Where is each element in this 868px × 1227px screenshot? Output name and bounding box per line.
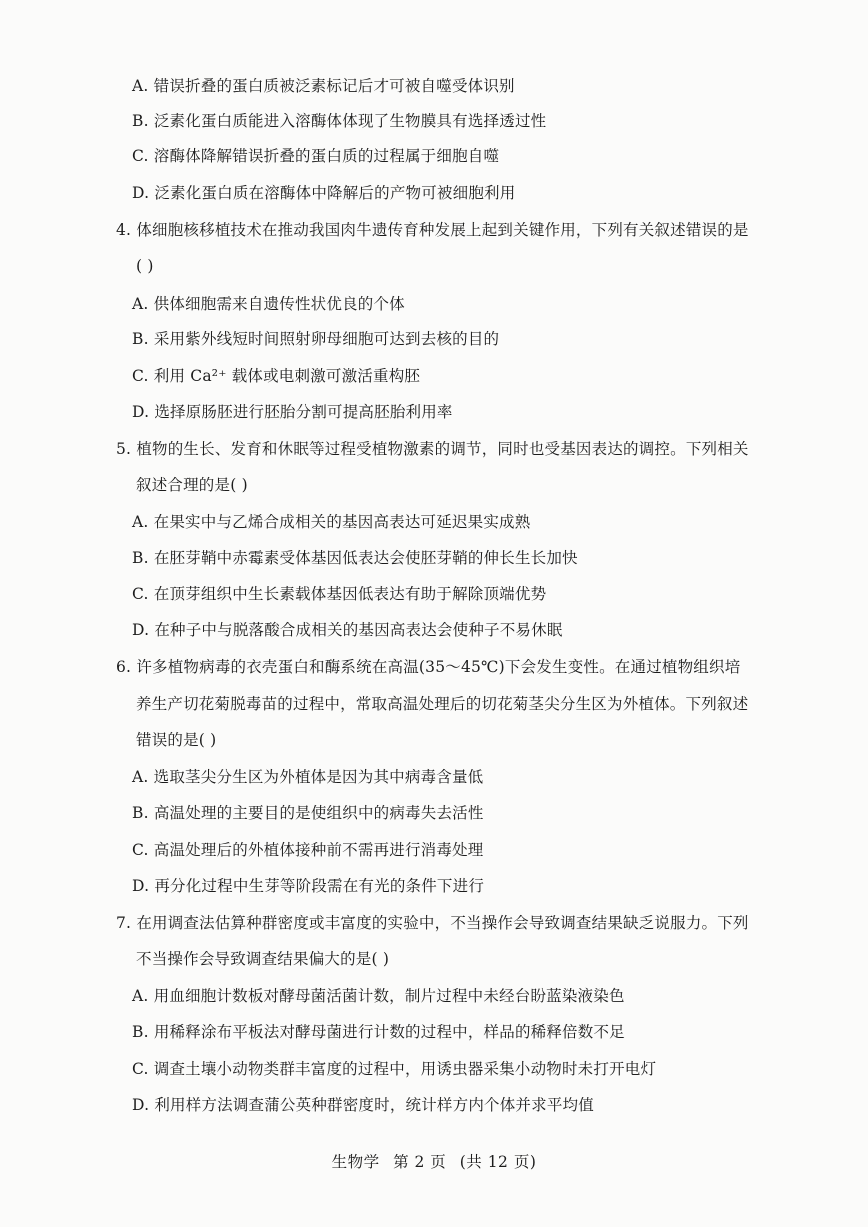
footer-subject: 生物学 — [331, 1153, 380, 1171]
q4-option-a: A. 供体细胞需来自遗传性状优良的个体 — [132, 295, 405, 313]
q5-option-a: A. 在果实中与乙烯合成相关的基因高表达可延迟果实成熟 — [132, 513, 531, 531]
q6-stem-line2: 养生产切花菊脱毒苗的过程中，常取高温处理后的切花菊茎尖分生区为外植体。下列叙述 — [136, 695, 749, 713]
q5-stem-line2: 叙述合理的是( ) — [136, 476, 248, 494]
q6-option-d: D. 再分化过程中生芽等阶段需在有光的条件下进行 — [132, 877, 485, 895]
q6-option-c: C. 高温处理后的外植体接种前不需再进行消毒处理 — [132, 841, 484, 859]
q3-option-c: C. 溶酶体降解错误折叠的蛋白质的过程属于细胞自噬 — [132, 147, 500, 165]
q5-stem-line1: 5. 植物的生长、发育和休眠等过程受植物激素的调节，同时也受基因表达的调控。下列相关 — [116, 440, 749, 458]
q5-option-b: B. 在胚芽鞘中赤霉素受体基因低表达会使胚芽鞘的伸长生长加快 — [132, 549, 578, 567]
q6-stem-line3: 错误的是( ) — [136, 731, 217, 749]
page-footer — [0, 1150, 868, 1172]
q3-option-b: B. 泛素化蛋白质能进入溶酶体体现了生物膜具有选择透过性 — [132, 112, 547, 130]
q4-option-d: D. 选择原肠胚进行胚胎分割可提高胚胎利用率 — [132, 403, 453, 421]
q5-option-c: C. 在顶芽组织中生长素载体基因低表达有助于解除顶端优势 — [132, 585, 547, 603]
footer-page-number: 第 2 页 — [393, 1153, 447, 1171]
q4-stem-line2: ( ) — [136, 257, 154, 275]
q6-stem-line1: 6. 许多植物病毒的衣壳蛋白和酶系统在高温(35～45℃)下会发生变性。在通过植物组织培 — [116, 658, 741, 676]
q4-stem-line1: 4. 体细胞核移植技术在推动我国肉牛遗传育种发展上起到关键作用，下列有关叙述错误的是 — [116, 221, 749, 239]
q7-option-c: C. 调查土壤小动物类群丰富度的过程中，用诱虫器采集小动物时未打开电灯 — [132, 1060, 657, 1078]
q3-option-a: A. 错误折叠的蛋白质被泛素标记后才可被自噬受体识别 — [132, 77, 515, 95]
q7-option-d: D. 利用样方法调查蒲公英种群密度时，统计样方内个体并求平均值 — [132, 1096, 594, 1114]
q7-option-a: A. 用血细胞计数板对酵母菌活菌计数，制片过程中未经台盼蓝染液染色 — [132, 987, 625, 1005]
q7-stem-line2: 不当操作会导致调查结果偏大的是( ) — [136, 950, 390, 968]
q6-option-a: A. 选取茎尖分生区为外植体是因为其中病毒含量低 — [132, 768, 484, 786]
q7-stem-line1: 7. 在用调查法估算种群密度或丰富度的实验中，不当操作会导致调查结果缺乏说服力。下列 — [116, 914, 749, 932]
q4-option-c: C. 利用 Ca²⁺ 载体或电刺激可激活重构胚 — [132, 367, 421, 385]
q6-option-b: B. 高温处理的主要目的是使组织中的病毒失去活性 — [132, 804, 484, 822]
q3-option-d: D. 泛素化蛋白质在溶酶体中降解后的产物可被细胞利用 — [132, 184, 516, 202]
q5-option-d: D. 在种子中与脱落酸合成相关的基因高表达会使种子不易休眠 — [132, 621, 563, 639]
footer-total-pages: (共 12 页) — [459, 1153, 537, 1171]
q4-option-b: B. 采用紫外线短时间照射卵母细胞可达到去核的目的 — [132, 330, 500, 348]
q7-option-b: B. 用稀释涂布平板法对酵母菌进行计数的过程中，样品的稀释倍数不足 — [132, 1023, 625, 1041]
